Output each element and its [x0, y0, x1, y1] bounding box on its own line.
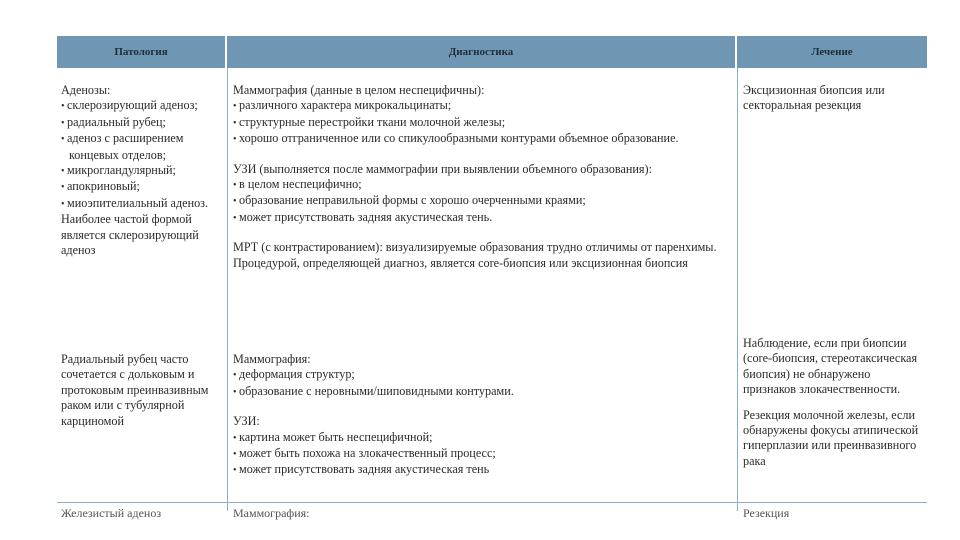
list-item: • картина может быть неспецифичной;: [233, 430, 731, 446]
list-item: • может присутствовать задняя акустическая тень.: [233, 210, 731, 226]
list-item: • различного характера микрокальцинаты;: [233, 98, 731, 114]
list-item: • миоэпителиальный аденоз.: [61, 196, 221, 212]
list-item: • в целом неспецифично;: [233, 177, 731, 193]
procedure-text: Процедурой, определяющей диагноз, является core-биопсия или эксцизионная биопсия: [233, 255, 688, 270]
ultrasound-title: УЗИ:: [233, 414, 260, 429]
row1-diagnostics-cell: [233, 83, 731, 271]
column-divider: [227, 68, 228, 511]
treatment-observation: Наблюдение, если при биопсии (core-биопсия, стереотаксическая биопсия) не обнаружено признаков злокачественности.: [743, 336, 918, 397]
row2-diagnostics-cell: [233, 352, 731, 479]
header-pathology: Патология: [57, 36, 227, 68]
mammography-title: Маммография:: [233, 352, 311, 366]
row2-treatment-cell: [743, 336, 923, 469]
list-item: • может быть похожа на злокачественный процесс;: [233, 446, 731, 462]
list-item: • склерозирующий аденоз;: [61, 98, 221, 114]
list-item: • образование неправильной формы с хорошо очерченными краями;: [233, 193, 731, 209]
list-item: • апокриновый;: [61, 179, 221, 195]
row1-treatment-cell: Эксцизионная биопсия или секторальная резекция: [743, 83, 885, 113]
ultrasound-title: УЗИ (выполняется после маммографии при выявлении объемного образования):: [233, 161, 652, 176]
cut-row-treatment: Резекция: [743, 506, 790, 520]
list-item: • может присутствовать задняя акустическая тень: [233, 462, 731, 478]
list-item: • структурные перестройки ткани молочной железы;: [233, 115, 731, 131]
column-divider: [737, 68, 738, 511]
list-item: • образование с неровными/шиповидными контурами.: [233, 384, 731, 400]
list-item: • аденоз с расширением концевых отделов;: [61, 131, 221, 163]
list-item: • радиальный рубец;: [61, 115, 221, 131]
list-item: • микрогландулярный;: [61, 163, 221, 179]
cut-row-pathology: Железистый аденоз: [61, 506, 162, 520]
mammography-title: Маммография (данные в целом неспецифичны):: [233, 83, 485, 97]
adenosis-note: Наиболее частой формой является склерозирующий аденоз: [61, 212, 199, 258]
row2-pathology-cell: Радиальный рубец часто сочетается с дольковым и протоковым преинвазивным раком или с тубулярной карциномой: [61, 352, 209, 428]
row1-pathology-cell: [61, 83, 221, 258]
list-item: • хорошо отграниченное или со спикулообразными контурами объемное образование.: [233, 131, 731, 147]
row-divider: [57, 502, 927, 503]
cut-row-diagnostics: Маммография:: [233, 506, 310, 520]
treatment-resection: Резекция молочной железы, если обнаружены фокусы атипической гиперплазии или преинвазивного рака: [743, 407, 919, 468]
header-diagnostics: Диагностика: [227, 36, 737, 68]
adenosis-title: Аденозы:: [61, 83, 111, 97]
header-treatment: Лечение: [737, 36, 927, 68]
pathology-table: [57, 36, 927, 520]
list-item: • деформация структур;: [233, 367, 731, 383]
mri-text: МРТ (с контрастированием): визуализируемые образования трудно отличимы от паренхимы.: [233, 240, 717, 255]
